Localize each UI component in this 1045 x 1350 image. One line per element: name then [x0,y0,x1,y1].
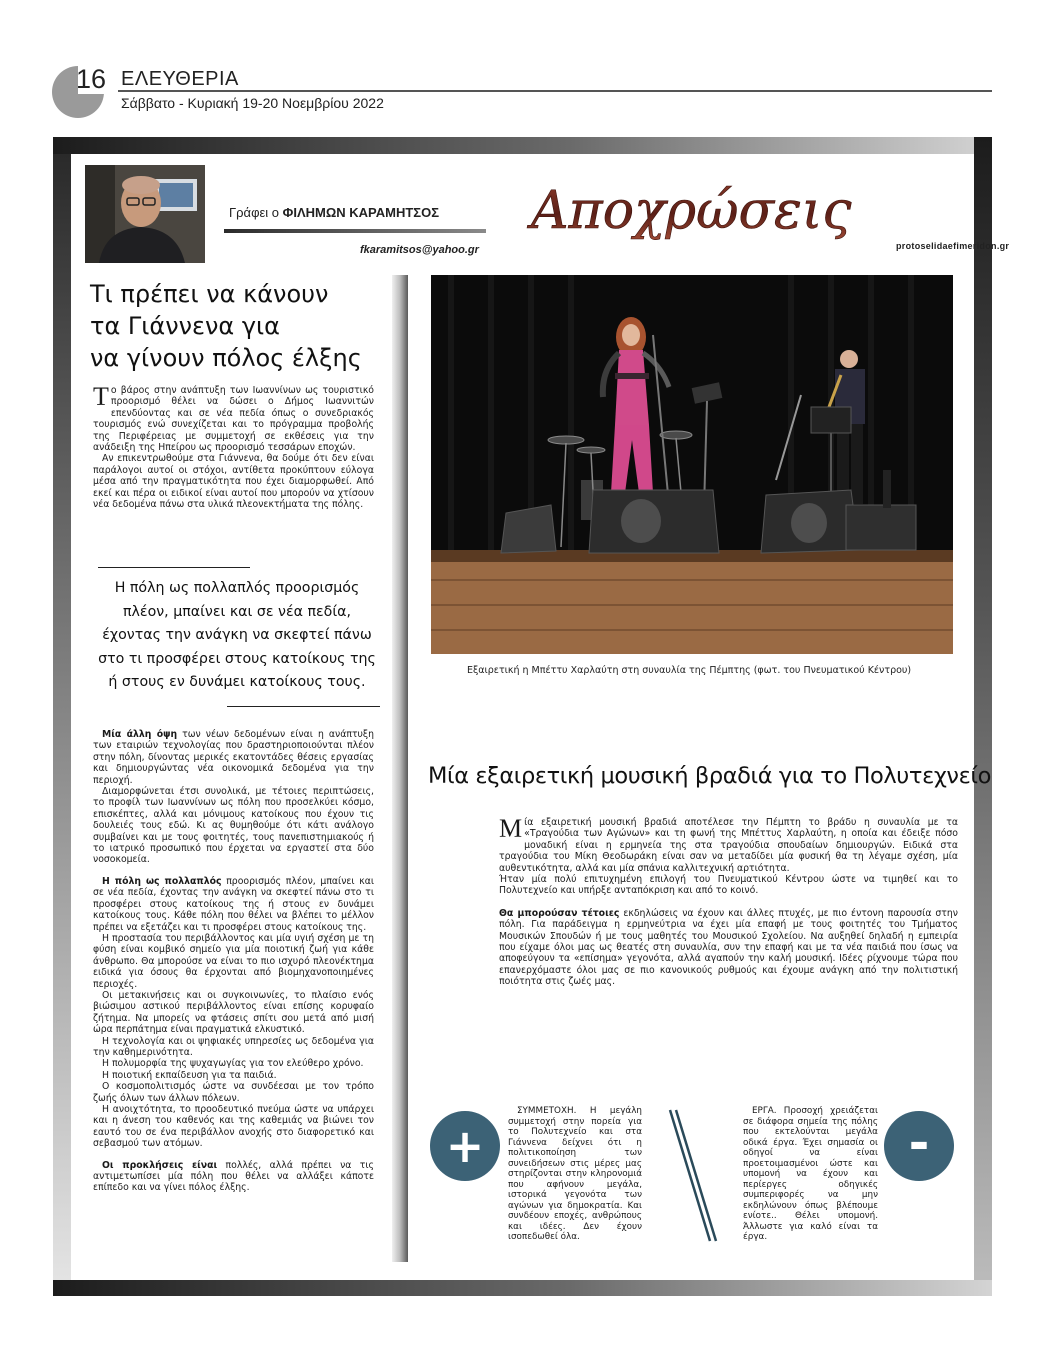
pull-quote-rule-bottom [227,706,380,707]
paragraph: Οι μετακινήσεις και οι συγκοινωνίες, το πλαίσιο ενός βιώσιμου αστικού περιβάλλοντος είναι επίσης κορυφαίο ζήτημα. Να μπορείς να φτάσεις σπίτι σου μετά από μισή ώρα περπάτημα είναι πραγματικά ελκυστικό. [93,989,374,1036]
frame-right-bar [974,137,992,1296]
author-rule [224,229,486,233]
bold-lead-in: Θα μπορούσαν τέτοιες [499,907,620,919]
column-logo [525,168,915,258]
bold-lead-in: Μία άλλη όψη [102,729,178,740]
frame-left-bar [53,154,71,1296]
paragraph: Διαμορφώνεται έτσι συνολικά, με τέτοιες περιπτώσεις, το προφίλ των Ιωαννίνων ως πόλη που προσελκύει κόσμο, επισκέπτες, αλλά και μόνιμους κατοίκους που έχουν τις δουλειές τους εδώ. Κι ας θυμηθούμε ότι κάτι ανάλογο συμβαίνει και με τους φοιτητές, τους πανεπιστημιακούς ή το ιατρικό προσωπικό που έρχεται να εργαστεί στα δύο νοσοκομεία. [93,786,374,866]
pull-quote: Η πόλη ως πολλαπλός προορισμός πλέον, μπαίνει και σε νέα πεδία, έχοντας την ανάγκη να σκεφτεί πάνω στο τι προσφέρει στους κατοίκους της ή στους εν δυνάμει κατοίκους τους. [98,580,376,690]
header-rule [118,90,992,92]
paragraph: Η πολυμορφία της ψυχαγωγίας για τον ελεύθερο χρόνο. [102,1058,364,1070]
column-title: Αποχρώσεις [531,181,852,241]
headline-line: να γίνουν πόλος έλξης [90,344,362,372]
plus-note [428,1106,642,1243]
minus-note [743,1106,958,1243]
paragraph: Ο κοσμοπολιτισμός ώστε να συνδέεσαι με τον τρόπο ζωής όλων των άλλων πόλεων. [93,1081,374,1104]
lead-paragraph: ο βάρος στην ανάπτυξη των Ιωαννίνων ως τουριστικό προορισμό θέλει να δώσει ο Δήμος Ιωαννιτών επενδύοντας και σε νέα πεδία όπως ο συνεδριακός τουρισμός ενώ συνεχίζεται και το πρόγραμμα προβολής της Περιφέρειας με συμμετοχή σε εκθέσεις για την ανάδειξη της Ηπείρου ως προορισμό τεσσάρων εποχών. [93,385,374,454]
left-article-headline [90,278,390,374]
frame-bottom-bar [53,1280,992,1296]
author-prefix: Γράφει ο [229,205,280,220]
pull-quote-rule-top [98,567,250,568]
drop-cap: Τ [93,382,109,411]
concert-photo [431,275,953,654]
paragraph-text: εκδηλώσεις να έχουν και άλλες πτυχές, με πιο έντονη παρουσία στην πόλη. Για παράδειγμα η ερμηνεύτρια να έχει μία επαφή με τους φοιτητές του Τμήματος Μουσικών Σπουδών ή με τους μαθητές του Μουσικού Σχολείου. Να αυξηθεί δηλαδή η εμπειρία που είχαμε όλοι μας ως θεατές στη συναυλία, συν την επαφή και με τα νέα παιδιά που ίσως να αποφεύγουν τα «επίσημα» γεγονότα, αλλά αγαπούν την καλή μουσική. Ιδέες ρίχνουμε τώρα που επανερχόμαστε όλοι μας σε πιο κανονικούς ρυθμούς και έχουμε ανάγκη από την πολιτιστική ποιότητα στις ζωές μας. [499,907,958,988]
plus-note-text [508,1106,642,1243]
paragraph: Ήταν μία πολύ επιτυχημένη επιλογή του Πνευματικού Κέντρου ώστε να τιμηθεί και το Πολυτεχνείο και υπήρξε ανταπόκριση και από το κοινό. [499,874,958,897]
paragraph-text: των νέων δεδομένων είναι η ανάπτυξη των εταιριών τεχνολογίας που δραστηριοποιούνται πλέον στην πόλη, δίνοντας μερικές εκατοντάδες θέσεις εργασίας και δημιουργώντας νέα οικονομικά δεδομένα για την περιοχή. [93,729,374,786]
paragraph-text: ία εξαιρετική μουσική βραδιά αποτέλεσε την Πέμπτη το βράδυ η συναυλία με τα «Τραγούδια των Αγώνων» και τη φωνή της Μπέττυς Χαρλαύτη, η οποία και έδειξε πόσο μοναδική είναι η ερμηνεία της στα τραγούδια σπουδαίων δημιουργών. Ειδικά στα τραγούδια του Μίκη Θεοδωράκη είναι σαν να μεταδίδει μία φυσική θα τη λέγαμε σχέση, μία αυθεντικότητα, αλλά και μία σπάνια καλλιτεχνική αρτιότητα. [499,817,958,874]
paragraph: Η ποιοτική εκπαίδευση για τα παιδιά. [102,1069,277,1081]
left-article-body [93,729,374,1194]
page-number: 16 [76,64,107,94]
paragraph: Η προστασία του περιβάλλοντος και μία υγιή σχέση με τη φύση είναι κομβικό σημείο για μία ποιοτική ζωή για κάθε άνθρωπο. Θα μπορούσε να είναι το πιο ισχυρό πλεονέκτημα ειδικά για όσους θα έρχονται από βιομηχανοποιημένες περιοχές. [93,932,374,990]
column-shadow-divider [392,275,408,1262]
photo-caption: Εξαιρετική η Μπέττυ Χαρλαύτη στη συναυλία της Πέμπτης (φωτ. του Πνευματικού Κέντρου) [467,665,912,676]
source-site: protoselidaefimeridon.gr [896,241,1010,251]
drop-cap: Μ [499,814,523,843]
issue-date: Σάββατο - Κυριακή 19-20 Νοεμβρίου 2022 [121,95,384,111]
right-article-headline: Μία εξαιρετική μουσική βραδιά για το Πολυτεχνείο [428,763,991,789]
minus-symbol: - [908,1114,930,1172]
paragraph: Η ανοιχτότητα, το προοδευτικό πνεύμα ώστε να υπάρχει και η άνεση του καθενός και της καθεμιάς να βιώνει τον εαυτό του σε ένα περιβάλλον ανοχής στο διαφορετικό και σεβασμού των ατόμων. [93,1104,374,1150]
newspaper-name: ΕΛΕΥΘΕΡΙΑ [121,68,239,90]
author-photo [85,165,205,263]
headline-line: τα Γιάννενα για [90,312,280,340]
left-article-lead [93,382,374,511]
headline-line: Τι πρέπει να κάνουν [90,280,329,308]
frame-top-bar [53,137,992,154]
paragraph-text: πολλές, αλλά πρέπει να τις αντιμετωπίσει μία πόλη που θέλει να αλλάξει κάποτε επίπεδο και να γίνει πόλος έλξης. [93,1159,374,1194]
author-email[interactable]: fkaramitsos@yahoo.gr [360,244,479,256]
plus-note-body: ΣΥΜΜΕΤΟΧΗ. Η μεγάλη συμμετοχή στην πορεία για το Πολυτεχνείο και στα Γιάννενα δείχνει ότι η πολιτικοποίηση των συνειδήσεων στις μέρες μας στηρίζονται στην κληρονομιά που αφήνουν μεγάλα, ιστορικά γεγονότα των αγώνων για δημοκρατία. Και συνδέουν εποχές, ανθρώπους και ιδέες. Δεν έχουν ισοπεδωθεί όλα. [508,1106,642,1242]
paragraph-text: προορισμός πλέον, μπαίνει και σε νέα πεδία, έχοντας την ανάγκη να σκεφτεί πάνω στο τι προσφέρει στους κατοίκους της ή στους εν δυνάμει κατοίκους τους. Κάθε πόλη που θέλει να βλέπει το μέλλον πρέπει να εξετάζει και τι προσφέρει στους κατοίκους της. [93,875,374,933]
paragraph: Η τεχνολογία και οι ψηφιακές υπηρεσίες ως δεδομένα για την καθημερινότητα. [93,1035,374,1058]
right-article-body [499,814,958,988]
minus-note-text [743,1106,878,1243]
plus-symbol: + [445,1119,485,1173]
author-byline [229,205,439,220]
author-name: ΦΙΛΗΜΩΝ ΚΑΡΑΜΗΤΣΟΣ [282,205,439,220]
lead-paragraph-2: Αν επικεντρωθούμε στα Γιάννενα, θα δούμε ότι δεν είναι παράλογοι αυτοί οι στόχοι, αντίθετα προκύπτουν εύλογα μέσα από την πραγματικότητα που έχει διαμορφωθεί. Από εκεί και πέρα οι ειδικοί είναι αυτοί που μπορούν να χτίσουν νέα δεδομένα πάνω στα υλικά πλεονεκτήματα της πόλης. [93,453,374,511]
minus-note-body: ΕΡΓΑ. Προσοχή χρειάζεται σε διάφορα σημεία της πόλης που εκτελούνται μεγάλα οδικά έργα. Έχει σημασία οι οδηγοί να είναι προετοιμασμένοι ώστε και υπομονή να έχουν και περίεργες οδηγικές συμπεριφορές να μην εκδηλώνουν όπως βλέπουμε ενίοτε.. Θέλει υπομονή. Άλλωστε για καλό είναι τα έργα. [743,1106,878,1242]
slash-divider [660,1108,720,1243]
bold-lead-in: Οι προκλήσεις είναι [102,1159,218,1171]
bold-lead-in: Η πόλη ως πολλαπλός [102,875,222,887]
